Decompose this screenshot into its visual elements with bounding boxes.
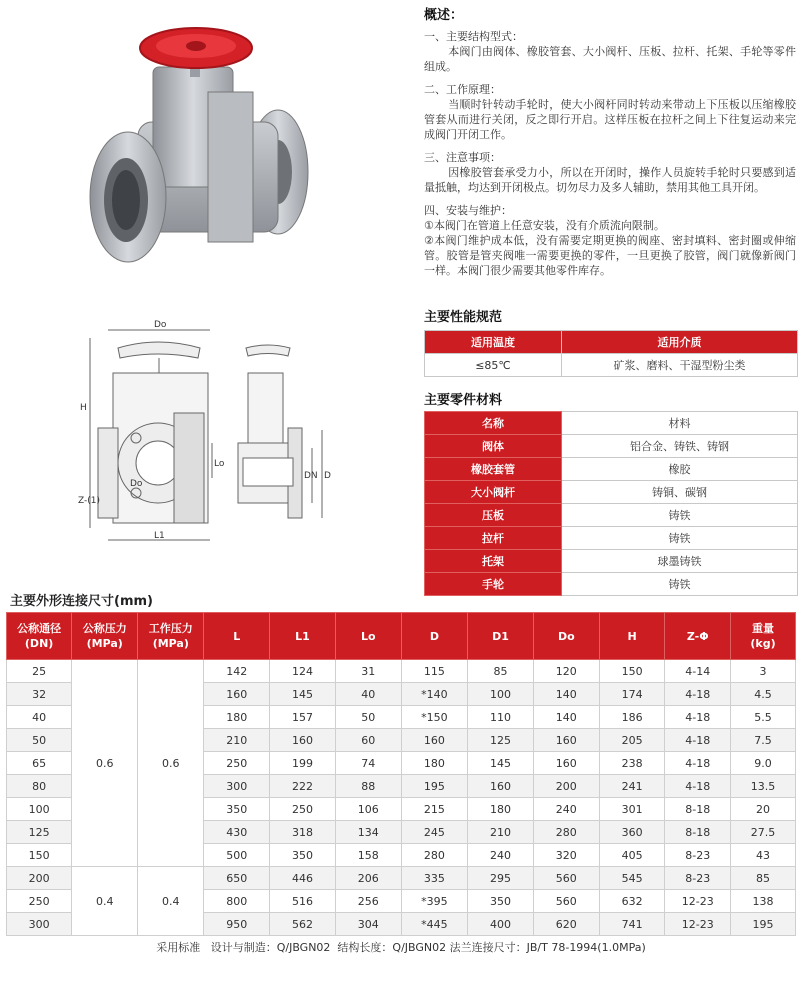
- dn-cell: 32: [7, 683, 72, 706]
- dimension-cell: *395: [401, 890, 467, 913]
- materials-title: 主要零件材料: [424, 393, 503, 408]
- dimension-cell: 174: [599, 683, 665, 706]
- drawing-label-dn: DN: [304, 471, 318, 481]
- material-part-name: 阀体: [425, 435, 562, 458]
- structure-heading: 一、主要结构型式：: [424, 30, 523, 43]
- dimension-cell: 4-18: [665, 775, 730, 798]
- dimension-cell: 405: [599, 844, 665, 867]
- dn-cell: 125: [7, 821, 72, 844]
- dimension-cell: 741: [599, 913, 665, 936]
- dimension-cell: 350: [270, 844, 336, 867]
- dimension-cell: 12-23: [665, 890, 730, 913]
- dimension-cell: 110: [468, 706, 534, 729]
- material-value: 铝合金、铸铁、铸钢: [562, 435, 798, 458]
- dn-cell: 100: [7, 798, 72, 821]
- dn-cell: 300: [7, 913, 72, 936]
- dimension-cell: 160: [270, 729, 336, 752]
- dimension-cell: 4.5: [730, 683, 795, 706]
- dimension-cell: 400: [468, 913, 534, 936]
- dimension-cell: 8-23: [665, 844, 730, 867]
- materials-row: [425, 504, 798, 527]
- materials-row: [425, 573, 798, 596]
- material-part-name: 大小阀杆: [425, 481, 562, 504]
- materials-row: [425, 481, 798, 504]
- dimension-cell: 620: [533, 913, 599, 936]
- material-part-name: 拉杆: [425, 527, 562, 550]
- drawing-label-l1: L1: [154, 531, 165, 541]
- dimension-cell: 250: [270, 798, 336, 821]
- dimension-cell: 8-18: [665, 821, 730, 844]
- dimension-cell: 245: [401, 821, 467, 844]
- dimension-cell: *140: [401, 683, 467, 706]
- dimension-cell: 446: [270, 867, 336, 890]
- dimension-cell: 350: [204, 798, 270, 821]
- valve-drawing: [78, 318, 338, 550]
- dimension-cell: 800: [204, 890, 270, 913]
- dimension-cell: 7.5: [730, 729, 795, 752]
- drawing-label-d: D: [324, 471, 331, 481]
- install-heading: 四、安装与维护：: [424, 204, 512, 217]
- dimension-cell: 650: [204, 867, 270, 890]
- dimension-cell: 632: [599, 890, 665, 913]
- notes-heading: 三、注意事项：: [424, 151, 501, 164]
- dimension-cell: 516: [270, 890, 336, 913]
- materials-row: [425, 550, 798, 573]
- performance-header-temp: 适用温度: [425, 331, 562, 354]
- dimension-cell: 160: [533, 752, 599, 775]
- dimension-cell: 120: [533, 660, 599, 683]
- dimension-cell: 4-18: [665, 729, 730, 752]
- dimension-cell: 8-23: [665, 867, 730, 890]
- dimension-cell: 134: [335, 821, 401, 844]
- dimensions-header-cell: L: [204, 613, 270, 660]
- dimension-cell: 545: [599, 867, 665, 890]
- drawing-label-do-top: Do: [154, 320, 167, 330]
- dn-cell: 50: [7, 729, 72, 752]
- dimension-cell: 20: [730, 798, 795, 821]
- dimension-cell: 85: [468, 660, 534, 683]
- dimension-cell: 238: [599, 752, 665, 775]
- dn-cell: 80: [7, 775, 72, 798]
- dimensions-header-cell: Do: [533, 613, 599, 660]
- dimensions-table: [6, 612, 796, 958]
- dimension-cell: 140: [533, 683, 599, 706]
- dimension-cell: 430: [204, 821, 270, 844]
- dimension-cell: 50: [335, 706, 401, 729]
- dimension-cell: *150: [401, 706, 467, 729]
- dimension-cell: 88: [335, 775, 401, 798]
- material-part-name: 橡胶套管: [425, 458, 562, 481]
- materials-row: [425, 435, 798, 458]
- dimension-cell: 4-14: [665, 660, 730, 683]
- dimension-cell: 9.0: [730, 752, 795, 775]
- dimension-cell: 350: [468, 890, 534, 913]
- material-part-name: 托架: [425, 550, 562, 573]
- dimension-cell: 199: [270, 752, 336, 775]
- dimension-cell: 142: [204, 660, 270, 683]
- dimension-cell: 3: [730, 660, 795, 683]
- principle-body: 当顺时针转动手轮时，使大小阀杆同时转动来带动上下压板以压缩橡胶管套从而进行关闭，反之即行开启。这样压板在拉杆之间上下往复运动来完成阀门开闭工作。: [424, 98, 796, 141]
- dimension-cell: 280: [401, 844, 467, 867]
- dimension-cell: 210: [204, 729, 270, 752]
- standards-note: 采用标准 设计与制造：Q/JBGN02 结构长度：Q/JBGN02 法兰连接尺寸：JB/T 78-1994(1.0MPa): [156, 941, 646, 954]
- drawing-label-lo: Lo: [214, 459, 225, 469]
- dimension-cell: 295: [468, 867, 534, 890]
- dimension-cell: 215: [401, 798, 467, 821]
- performance-temp: ≤85℃: [425, 354, 562, 377]
- dimension-cell: 210: [468, 821, 534, 844]
- dn-cell: 65: [7, 752, 72, 775]
- dimension-cell: 74: [335, 752, 401, 775]
- dimension-cell: 13.5: [730, 775, 795, 798]
- dimension-cell: 125: [468, 729, 534, 752]
- dimension-cell: 360: [599, 821, 665, 844]
- dimensions-header-cell: D1: [468, 613, 534, 660]
- dn-cell: 200: [7, 867, 72, 890]
- dimensions-header-cell: 重量 (kg): [730, 613, 795, 660]
- dimension-cell: 301: [599, 798, 665, 821]
- working-pressure-cell: 0.6: [138, 660, 204, 867]
- dimension-cell: 304: [335, 913, 401, 936]
- dimension-cell: 280: [533, 821, 599, 844]
- materials-row: [425, 412, 798, 435]
- dimension-cell: 195: [730, 913, 795, 936]
- dimension-cell: 145: [270, 683, 336, 706]
- notes-body: 因橡胶管套承受力小，所以在开闭时，操作人员旋转手轮时只要感到适量抵触，均达到开闭极点。切勿尽力及多人辅助，禁用其他工具开闭。: [424, 166, 796, 194]
- dimensions-header-cell: L1: [270, 613, 336, 660]
- drawing-label-do-mid: Do: [130, 479, 143, 489]
- material-value: 铸铜、碳钢: [562, 481, 798, 504]
- dimension-cell: 250: [204, 752, 270, 775]
- principle-heading: 二、工作原理：: [424, 83, 501, 96]
- dimension-cell: 40: [335, 683, 401, 706]
- nominal-pressure-cell: 0.6: [72, 660, 138, 867]
- dimensions-row: [7, 867, 796, 890]
- drawing-label-z: Z-(1): [78, 496, 101, 506]
- dimension-cell: 160: [204, 683, 270, 706]
- dimension-cell: 4-18: [665, 752, 730, 775]
- dimension-cell: 160: [468, 775, 534, 798]
- material-value: 球墨铸铁: [562, 550, 798, 573]
- dimension-cell: 100: [468, 683, 534, 706]
- dimension-cell: 138: [730, 890, 795, 913]
- dimension-cell: 241: [599, 775, 665, 798]
- dimension-cell: 158: [335, 844, 401, 867]
- performance-media: 矿浆、磨料、干湿型粉尘类: [562, 354, 798, 377]
- dimension-cell: 12-23: [665, 913, 730, 936]
- dimension-cell: 115: [401, 660, 467, 683]
- working-pressure-cell: 0.4: [138, 867, 204, 936]
- dimension-cell: 240: [533, 798, 599, 821]
- performance-header-media: 适用介质: [562, 331, 798, 354]
- dimensions-header-cell: 工作压力 (MPa): [138, 613, 204, 660]
- dimensions-header-cell: Z-Φ: [665, 613, 730, 660]
- material-value: 橡胶: [562, 458, 798, 481]
- material-part-name: 手轮: [425, 573, 562, 596]
- dimension-cell: 140: [533, 706, 599, 729]
- dimension-cell: 560: [533, 890, 599, 913]
- dimension-cell: 8-18: [665, 798, 730, 821]
- performance-table: [424, 330, 798, 377]
- install-item-2: ②本阀门维护成本低，没有需要定期更换的阀座、密封填料、密封圈或伸缩管。胶管是管夹阀唯一需要更换的零件，一旦更换了胶管，阀门就像新阀门一样。本阀门很少需要其他零件库存。: [424, 234, 796, 277]
- materials-table: [424, 411, 798, 596]
- overview-section: [424, 8, 796, 278]
- material-value: 铸铁: [562, 504, 798, 527]
- materials-row: [425, 458, 798, 481]
- dimension-cell: 160: [533, 729, 599, 752]
- dimensions-footer-row: [7, 936, 796, 959]
- dimension-cell: 180: [401, 752, 467, 775]
- dimensions-header-cell: D: [401, 613, 467, 660]
- valve-photo: [78, 22, 328, 272]
- overview-title: 概述：: [424, 8, 464, 23]
- dimension-cell: 85: [730, 867, 795, 890]
- dimension-cell: 205: [599, 729, 665, 752]
- dimensions-header-cell: Lo: [335, 613, 401, 660]
- dimensions-title: 主要外形连接尺寸(mm): [10, 594, 153, 609]
- dimension-cell: 160: [401, 729, 467, 752]
- dimension-cell: 186: [599, 706, 665, 729]
- dimension-cell: 4-18: [665, 706, 730, 729]
- material-value: 铸铁: [562, 573, 798, 596]
- dimension-cell: 300: [204, 775, 270, 798]
- dimension-cell: 256: [335, 890, 401, 913]
- dimensions-header-cell: H: [599, 613, 665, 660]
- dimension-cell: 60: [335, 729, 401, 752]
- structure-body: 本阀门由阀体、橡胶管套、大小阀杆、压板、拉杆、托架、手轮等零件组成。: [424, 45, 796, 73]
- dimensions-header-row: [7, 613, 796, 660]
- dimensions-header-cell: 公称压力 (MPa): [72, 613, 138, 660]
- dimension-cell: 560: [533, 867, 599, 890]
- dimension-cell: 180: [468, 798, 534, 821]
- dimensions-row: [7, 660, 796, 683]
- dimension-cell: 950: [204, 913, 270, 936]
- dimension-cell: 150: [599, 660, 665, 683]
- dimension-cell: *445: [401, 913, 467, 936]
- dimension-cell: 206: [335, 867, 401, 890]
- material-value: 材料: [562, 412, 798, 435]
- dn-cell: 40: [7, 706, 72, 729]
- dimension-cell: 157: [270, 706, 336, 729]
- nominal-pressure-cell: 0.4: [72, 867, 138, 936]
- dimension-cell: 562: [270, 913, 336, 936]
- dimension-cell: 500: [204, 844, 270, 867]
- material-part-name: 压板: [425, 504, 562, 527]
- dimension-cell: 240: [468, 844, 534, 867]
- dimensions-header-cell: 公称通径 (DN): [7, 613, 72, 660]
- dimension-cell: 106: [335, 798, 401, 821]
- dimension-cell: 200: [533, 775, 599, 798]
- dn-cell: 250: [7, 890, 72, 913]
- drawing-label-h: H: [80, 403, 87, 413]
- performance-title: 主要性能规范: [424, 310, 503, 325]
- dimension-cell: 27.5: [730, 821, 795, 844]
- dn-cell: 25: [7, 660, 72, 683]
- materials-row: [425, 527, 798, 550]
- dimension-cell: 320: [533, 844, 599, 867]
- material-part-name: 名称: [425, 412, 562, 435]
- install-item-1: ①本阀门在管道上任意安装，没有介质流向限制。: [424, 219, 665, 232]
- dimension-cell: 180: [204, 706, 270, 729]
- dimension-cell: 318: [270, 821, 336, 844]
- dimension-cell: 31: [335, 660, 401, 683]
- dimension-cell: 145: [468, 752, 534, 775]
- dimension-cell: 222: [270, 775, 336, 798]
- dn-cell: 150: [7, 844, 72, 867]
- dimension-cell: 5.5: [730, 706, 795, 729]
- dimension-cell: 195: [401, 775, 467, 798]
- dimension-cell: 124: [270, 660, 336, 683]
- material-value: 铸铁: [562, 527, 798, 550]
- dimension-cell: 4-18: [665, 683, 730, 706]
- dimension-cell: 43: [730, 844, 795, 867]
- dimension-cell: 335: [401, 867, 467, 890]
